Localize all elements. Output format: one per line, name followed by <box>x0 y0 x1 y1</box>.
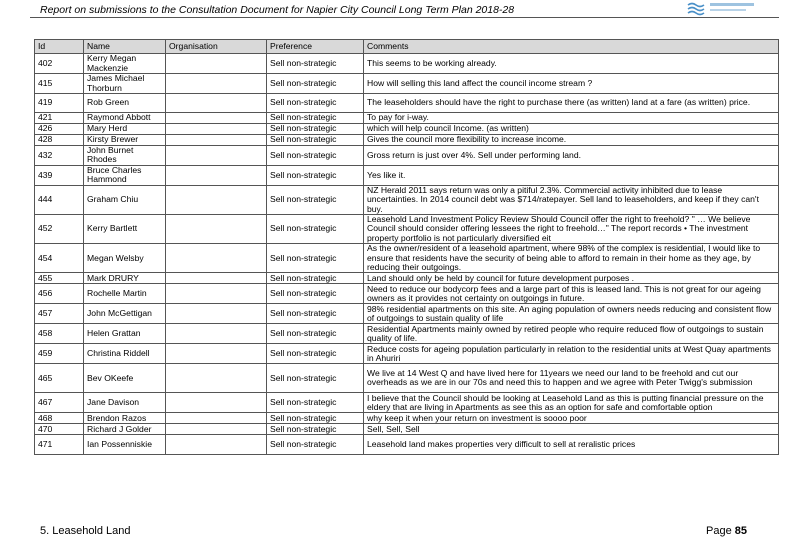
cell-preference: Sell non-strategic <box>267 215 364 244</box>
cell-comment: Sell, Sell, Sell <box>364 424 779 435</box>
page-label: Page <box>706 525 732 537</box>
table-row <box>35 74 779 94</box>
cell-preference: Sell non-strategic <box>267 435 364 455</box>
cell-organisation <box>166 185 267 214</box>
cell-organisation <box>166 344 267 364</box>
cell-organisation <box>166 244 267 273</box>
cell-id: 419 <box>35 94 84 113</box>
cell-name: Richard J Golder <box>84 424 166 435</box>
cell-preference: Sell non-strategic <box>267 393 364 413</box>
cell-comment: To pay for i-way. <box>364 113 779 124</box>
table-row <box>35 344 779 364</box>
table-row <box>35 94 779 113</box>
table-row <box>35 364 779 393</box>
cell-preference: Sell non-strategic <box>267 146 364 166</box>
cell-id: 455 <box>35 273 84 284</box>
cell-organisation <box>166 54 267 74</box>
cell-comment: This seems to be working already. <box>364 54 779 74</box>
cell-organisation <box>166 304 267 324</box>
table-row <box>35 424 779 435</box>
column-header-id: Id <box>35 40 84 54</box>
cell-name: Jane Davison <box>84 393 166 413</box>
cell-preference: Sell non-strategic <box>267 94 364 113</box>
cell-id: 439 <box>35 165 84 185</box>
column-header-preference: Preference <box>267 40 364 54</box>
table-row <box>35 393 779 413</box>
cell-preference: Sell non-strategic <box>267 324 364 344</box>
cell-comment: How will selling this land affect the council income stream ? <box>364 74 779 94</box>
cell-id: 468 <box>35 413 84 424</box>
cell-name: John Burnet Rhodes <box>84 146 166 166</box>
cell-preference: Sell non-strategic <box>267 54 364 74</box>
cell-id: 452 <box>35 215 84 244</box>
page-number: 85 <box>734 525 748 537</box>
table-row <box>35 215 779 244</box>
cell-preference: Sell non-strategic <box>267 284 364 304</box>
table-header-row <box>35 40 779 54</box>
cell-preference: Sell non-strategic <box>267 113 364 124</box>
cell-id: 444 <box>35 185 84 214</box>
cell-organisation <box>166 413 267 424</box>
cell-id: 457 <box>35 304 84 324</box>
header-divider <box>30 17 779 18</box>
cell-preference: Sell non-strategic <box>267 273 364 284</box>
cell-organisation <box>166 165 267 185</box>
cell-comment: As the owner/resident of a leasehold apartment, where 98% of the complex is residential, I would like to ensure that residents have the security of being able to afford to remain in their home as they age, by reducing their outgoings. <box>364 244 779 273</box>
cell-comment: Leasehold land makes properties very difficult to sell at reralistic prices <box>364 435 779 455</box>
cell-name: Mark DRURY <box>84 273 166 284</box>
cell-id: 470 <box>35 424 84 435</box>
cell-comment: which will help council Income. (as written) <box>364 124 779 135</box>
cell-organisation <box>166 124 267 135</box>
cell-organisation <box>166 74 267 94</box>
cell-organisation <box>166 113 267 124</box>
cell-id: 426 <box>35 124 84 135</box>
table-row <box>35 146 779 166</box>
cell-name: Rochelle Martin <box>84 284 166 304</box>
cell-id: 456 <box>35 284 84 304</box>
cell-preference: Sell non-strategic <box>267 185 364 214</box>
cell-comment: Need to reduce our bodycorp fees and a large part of this is leased land. This is not great for our ageing owners as it provides not certainty on outgoings in future. <box>364 284 779 304</box>
cell-organisation <box>166 273 267 284</box>
cell-comment: 98% residential apartments on this site. An aging population of owners needs reducing and consistent flow of outgoings to sustain quality of life <box>364 304 779 324</box>
cell-id: 467 <box>35 393 84 413</box>
cell-organisation <box>166 135 267 146</box>
cell-preference: Sell non-strategic <box>267 244 364 273</box>
cell-id: 459 <box>35 344 84 364</box>
table-row <box>35 244 779 273</box>
cell-name: James Michael Thorburn <box>84 74 166 94</box>
table-row <box>35 113 779 124</box>
napier-logo <box>684 0 774 16</box>
cell-id: 415 <box>35 74 84 94</box>
page-footer <box>706 525 747 537</box>
cell-preference: Sell non-strategic <box>267 424 364 435</box>
section-footer: 5. Leasehold Land <box>40 525 131 537</box>
cell-name: Helen Grattan <box>84 324 166 344</box>
cell-preference: Sell non-strategic <box>267 124 364 135</box>
table-row <box>35 135 779 146</box>
cell-name: Kerry Megan Mackenzie <box>84 54 166 74</box>
cell-id: 402 <box>35 54 84 74</box>
cell-name: John McGettigan <box>84 304 166 324</box>
cell-preference: Sell non-strategic <box>267 413 364 424</box>
cell-organisation <box>166 435 267 455</box>
table-row <box>35 165 779 185</box>
cell-preference: Sell non-strategic <box>267 165 364 185</box>
cell-comment: Land should only be held by council for future development purposes . <box>364 273 779 284</box>
table-row <box>35 435 779 455</box>
cell-id: 471 <box>35 435 84 455</box>
cell-organisation <box>166 94 267 113</box>
cell-name: Rob Green <box>84 94 166 113</box>
cell-name: Bev OKeefe <box>84 364 166 393</box>
cell-comment: Yes like it. <box>364 165 779 185</box>
cell-comment: Reduce costs for ageing population particularly in relation to the residential units at West Quay apartments in Ahuriri <box>364 344 779 364</box>
table-row <box>35 413 779 424</box>
cell-preference: Sell non-strategic <box>267 364 364 393</box>
table-row <box>35 284 779 304</box>
cell-id: 432 <box>35 146 84 166</box>
cell-comment: I believe that the Council should be looking at Leasehold Land as this is putting financial pressure on the eldery that are living in Apartments as see this as an option for safe and comfortable option <box>364 393 779 413</box>
cell-organisation <box>166 393 267 413</box>
cell-organisation <box>166 424 267 435</box>
cell-name: Mary Herd <box>84 124 166 135</box>
cell-organisation <box>166 364 267 393</box>
cell-comment: Gives the council more flexibility to increase income. <box>364 135 779 146</box>
cell-organisation <box>166 324 267 344</box>
cell-comment: Leasehold Land Investment Policy Review Should Council offer the right to freehold? " … We believe Council should consider offering lessees the right to freehold…" The report records • The investment property portfolio is not particularly diversified eit <box>364 215 779 244</box>
cell-comment: NZ Herald 2011 says return was only a pitiful 2.3%. Commercial activity inhibited due to lease uncertainties. In 2014 council debt was $714/ratepayer. Sell land to leaseholders, and keep if they can't buy. <box>364 185 779 214</box>
table-row <box>35 324 779 344</box>
cell-id: 465 <box>35 364 84 393</box>
table-row <box>35 54 779 74</box>
cell-organisation <box>166 146 267 166</box>
cell-preference: Sell non-strategic <box>267 135 364 146</box>
cell-comment: The leaseholders should have the right to purchase there (as written) land at a fare (as written) price. <box>364 94 779 113</box>
cell-id: 428 <box>35 135 84 146</box>
cell-organisation <box>166 284 267 304</box>
cell-name: Raymond Abbott <box>84 113 166 124</box>
cell-name: Bruce Charles Hammond <box>84 165 166 185</box>
cell-name: Christina Riddell <box>84 344 166 364</box>
column-header-name: Name <box>84 40 166 54</box>
table-row <box>35 124 779 135</box>
cell-name: Brendon Razos <box>84 413 166 424</box>
cell-preference: Sell non-strategic <box>267 74 364 94</box>
cell-id: 421 <box>35 113 84 124</box>
cell-organisation <box>166 215 267 244</box>
cell-name: Graham Chiu <box>84 185 166 214</box>
column-header-organisation: Organisation <box>166 40 267 54</box>
column-header-comments: Comments <box>364 40 779 54</box>
cell-id: 454 <box>35 244 84 273</box>
cell-name: Ian Possenniskie <box>84 435 166 455</box>
report-title: Report on submissions to the Consultation Document for Napier City Council Long Term Plan 2018-28 <box>40 4 515 16</box>
cell-id: 458 <box>35 324 84 344</box>
cell-preference: Sell non-strategic <box>267 344 364 364</box>
cell-comment: We live at 14 West Q and have lived here for 11years we need our land to be freehold and cut our overheads as we are in our 70s and need this to happen and we agree with Peter Twigg's submission <box>364 364 779 393</box>
cell-name: Kerry Bartlett <box>84 215 166 244</box>
cell-comment: why keep it when your return on investment is soooo poor <box>364 413 779 424</box>
cell-name: Kirsty Brewer <box>84 135 166 146</box>
cell-name: Megan Welsby <box>84 244 166 273</box>
cell-comment: Residential Apartments mainly owned by retired people who require reduced flow of outgoings to sustain quality of life. <box>364 324 779 344</box>
table-row <box>35 273 779 284</box>
cell-comment: Gross return is just over 4%. Sell under performing land. <box>364 146 779 166</box>
cell-preference: Sell non-strategic <box>267 304 364 324</box>
table-row <box>35 185 779 214</box>
submissions-table <box>34 39 779 455</box>
table-row <box>35 304 779 324</box>
